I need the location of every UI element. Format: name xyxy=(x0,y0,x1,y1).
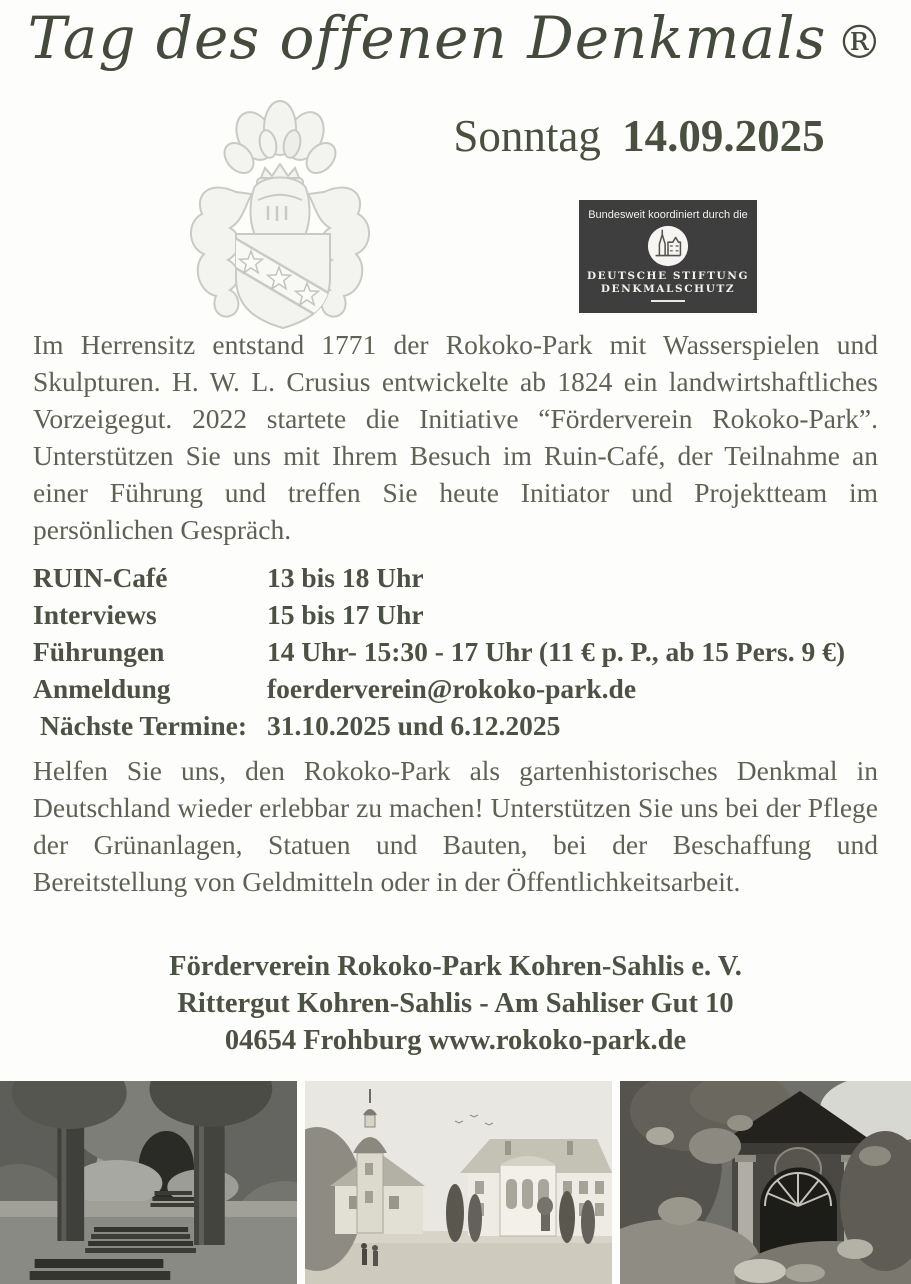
support-paragraph: Helfen Sie uns, den Rokoko-Park als gartenhistorisches Denkmal in Deutschland wieder erlebbar zu machen! Unterstützen Sie uns bei der Pflege der Grünanlagen, Statuen und Bauten, bei der Beschaffung und Bereitstellung von Geldmitteln oder in der Öffentlichkeitsarbeit. xyxy=(33,755,878,897)
event-weekday: Sonntag xyxy=(453,111,601,161)
schedule-value: 15 bis 17 Uhr xyxy=(267,599,424,630)
schedule-label: RUIN-Café xyxy=(33,562,168,593)
badge-org-name xyxy=(587,270,749,296)
org-city-website: 04654 Frohburg www.rokoko-park.de xyxy=(224,1025,687,1056)
schedule-row xyxy=(33,670,901,707)
photo-strip xyxy=(0,1081,911,1284)
schedule-row xyxy=(33,633,901,670)
title-text: Tag des offenen Denkmals xyxy=(27,4,827,72)
schedule-label: Führungen xyxy=(33,636,165,667)
photo-park-steps xyxy=(0,1081,297,1284)
schedule-value: 14 Uhr- 15:30 - 17 Uhr (11 € p. P., ab 15 Pers. 9 €) xyxy=(267,636,845,667)
badge-divider xyxy=(651,300,685,302)
photo-baroque-portal xyxy=(620,1081,911,1284)
schedule-label: Anmeldung xyxy=(33,673,171,704)
event-date xyxy=(405,110,873,162)
schedule-list xyxy=(33,559,901,744)
event-date-value: 14.09.2025 xyxy=(622,111,825,161)
email-address: foerderverein@rokoko-park.de xyxy=(267,673,637,704)
denkmalschutz-badge xyxy=(579,200,757,313)
badge-org-line1: DEUTSCHE STIFTUNG xyxy=(586,270,750,282)
schedule-row xyxy=(33,559,901,596)
page-title xyxy=(0,4,911,72)
schedule-label: Interviews xyxy=(33,599,157,630)
badge-tagline: Bundesweit koordiniert durch die xyxy=(588,209,748,221)
org-name: Förderverein Rokoko-Park Kohren-Sahlis e. V. xyxy=(169,951,742,982)
registered-trademark-icon: ® xyxy=(836,15,884,69)
photo-manor-drawing xyxy=(305,1081,612,1284)
next-dates-value: 31.10.2025 und 6.12.2025 xyxy=(267,710,561,741)
next-dates-row xyxy=(33,707,901,744)
org-address: Rittergut Kohren-Sahlis - Am Sahliser Gut 10 xyxy=(177,988,734,1019)
coat-of-arms-image xyxy=(148,100,413,332)
intro-paragraph: Im Herrensitz entstand 1771 der Rokoko-Park mit Wasserspielen und Skulpturen. H. W. L. Crusius entwickelte ab 1824 ein landwirtshaftliches Vorzeigegut. 2022 startete die Initiative “Förderverein Rokoko-Park”. Unterstützen Sie uns mit Ihrem Besuch im Ruin-Café, der Teilnahme an einer Führung und treffen Sie heute Initiator und Projektteam im persönlichen Gespräch. xyxy=(33,329,878,545)
schedule-value: 13 bis 18 Uhr xyxy=(267,562,424,593)
badge-org-line2: DENKMALSCHUTZ xyxy=(600,283,736,295)
contact-block xyxy=(0,948,911,1059)
stiftung-castle-logo-icon xyxy=(646,224,690,268)
next-dates-label: Nächste Termine: xyxy=(40,710,247,741)
schedule-row xyxy=(33,596,901,633)
